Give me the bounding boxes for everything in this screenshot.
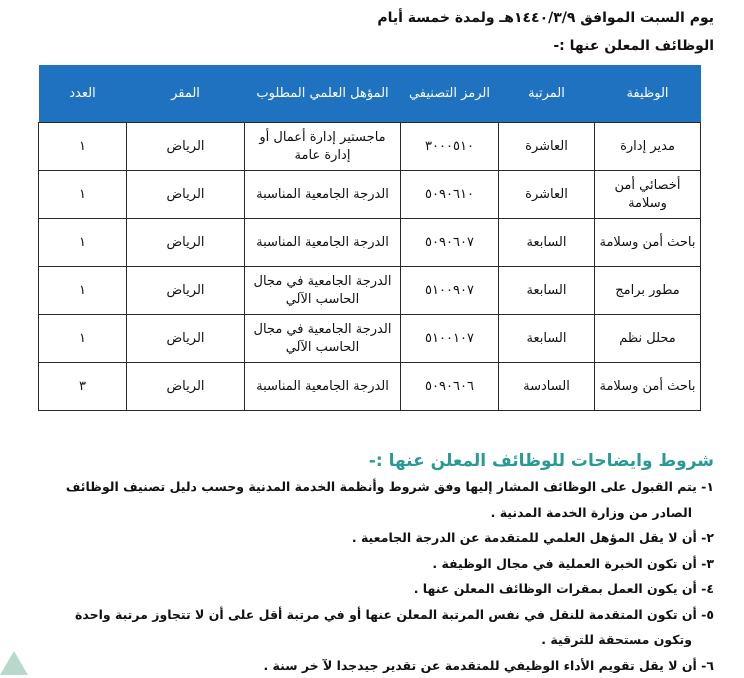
cell-job: مدير إدارة [595, 123, 701, 171]
corner-triangle-decoration [0, 651, 28, 675]
condition-text: ٤- أن يكون العمل بمقرات الوظائف المعلن عنها . [12, 576, 714, 602]
cell-rank: السابعة [499, 219, 595, 267]
header-job: الوظيفة [595, 65, 701, 123]
condition-text: ٢- أن لا يقل المؤهل العلمي للمتقدمة عن الدرجة الجامعية . [12, 525, 714, 551]
table-row [39, 171, 701, 219]
cell-code: ٣٠٠٠٥١٠ [401, 123, 499, 171]
conditions-list [12, 474, 714, 678]
cell-qualification: الدرجة الجامعية المناسبة [245, 171, 401, 219]
header-code: الرمز التصنيفي [401, 65, 499, 123]
cell-location: الرياض [127, 123, 245, 171]
header-qualification: المؤهل العلمي المطلوب [245, 65, 401, 123]
table-row [39, 267, 701, 315]
cell-location: الرياض [127, 315, 245, 363]
cell-qualification: الدرجة الجامعية المناسبة [245, 219, 401, 267]
cell-location: الرياض [127, 171, 245, 219]
condition-item [12, 653, 714, 678]
cell-count: ١ [39, 171, 127, 219]
announced-jobs-heading: الوظائف المعلن عنها :- [14, 32, 714, 60]
cell-location: الرياض [127, 363, 245, 411]
cell-location: الرياض [127, 267, 245, 315]
cell-code: ٥١٠٠٩٠٧ [401, 267, 499, 315]
table-row [39, 363, 701, 411]
cell-rank: السابعة [499, 315, 595, 363]
cell-qualification: ماجستير إدارة أعمال أو إدارة عامة [245, 123, 401, 171]
header-location: المقر [127, 65, 245, 123]
cell-job: أخصائي أمن وسلامة [595, 171, 701, 219]
cell-location: الرياض [127, 219, 245, 267]
condition-text-continued: وتكون مستحقة للترقية . [12, 627, 714, 653]
conditions-heading: شروط وايضاحات للوظائف المعلن عنها :- [14, 449, 714, 473]
condition-text: ٦- أن لا يقل تقويم الأداء الوظيفي للمتقدمة عن تقدير جيدجدا لآ خر سنة . [12, 653, 714, 678]
cell-code: ٥٠٩٠٦٠٧ [401, 219, 499, 267]
cell-rank: السابعة [499, 267, 595, 315]
condition-item [12, 525, 714, 551]
table-row [39, 219, 701, 267]
cell-code: ٥٠٩٠٦٠٦ [401, 363, 499, 411]
cell-count: ١ [39, 219, 127, 267]
cell-rank: العاشرة [499, 123, 595, 171]
cell-job: باحث أمن وسلامة [595, 219, 701, 267]
cell-code: ٥١٠٠١٠٧ [401, 315, 499, 363]
condition-item [12, 602, 714, 653]
cell-qualification: الدرجة الجامعية في مجال الحاسب الآلي [245, 315, 401, 363]
condition-text: ٣- أن تكون الخبرة العملية في مجال الوظيفة . [12, 551, 714, 577]
table-row [39, 315, 701, 363]
cell-qualification: الدرجة الجامعية المناسبة [245, 363, 401, 411]
cell-job: باحث أمن وسلامة [595, 363, 701, 411]
cell-count: ٣ [39, 363, 127, 411]
cell-code: ٥٠٩٠٦١٠ [401, 171, 499, 219]
jobs-table [38, 65, 701, 411]
condition-text-continued: الصادر من وزارة الخدمة المدنية . [12, 500, 714, 526]
condition-text: ١- يتم القبول على الوظائف المشار إليها وفق شروط وأنظمة الخدمة المدنية وحسب دليل تصنيف الوظائف [12, 474, 714, 500]
cell-job: مطور برامج [595, 267, 701, 315]
announcement-date-line: يوم السبت الموافق ١٤٤٠/٣/٩هـ ولمدة خمسة أيام [14, 4, 714, 32]
cell-rank: العاشرة [499, 171, 595, 219]
cell-count: ١ [39, 315, 127, 363]
announcement-intro [14, 4, 714, 60]
cell-count: ١ [39, 123, 127, 171]
table-row [39, 123, 701, 171]
header-rank: المرتبة [499, 65, 595, 123]
condition-item [12, 576, 714, 602]
cell-count: ١ [39, 267, 127, 315]
condition-item [12, 474, 714, 525]
condition-text: ٥- أن تكون المتقدمة للنقل في نفس المرتبة المعلن عنها أو في مرتبة أقل على أن لا تتجاوز مرتبة واحدة [12, 602, 714, 628]
cell-job: محلل نظم [595, 315, 701, 363]
table-header-row [39, 65, 701, 123]
cell-rank: السادسة [499, 363, 595, 411]
header-count: العدد [39, 65, 127, 123]
condition-item [12, 551, 714, 577]
cell-qualification: الدرجة الجامعية في مجال الحاسب الآلي [245, 267, 401, 315]
